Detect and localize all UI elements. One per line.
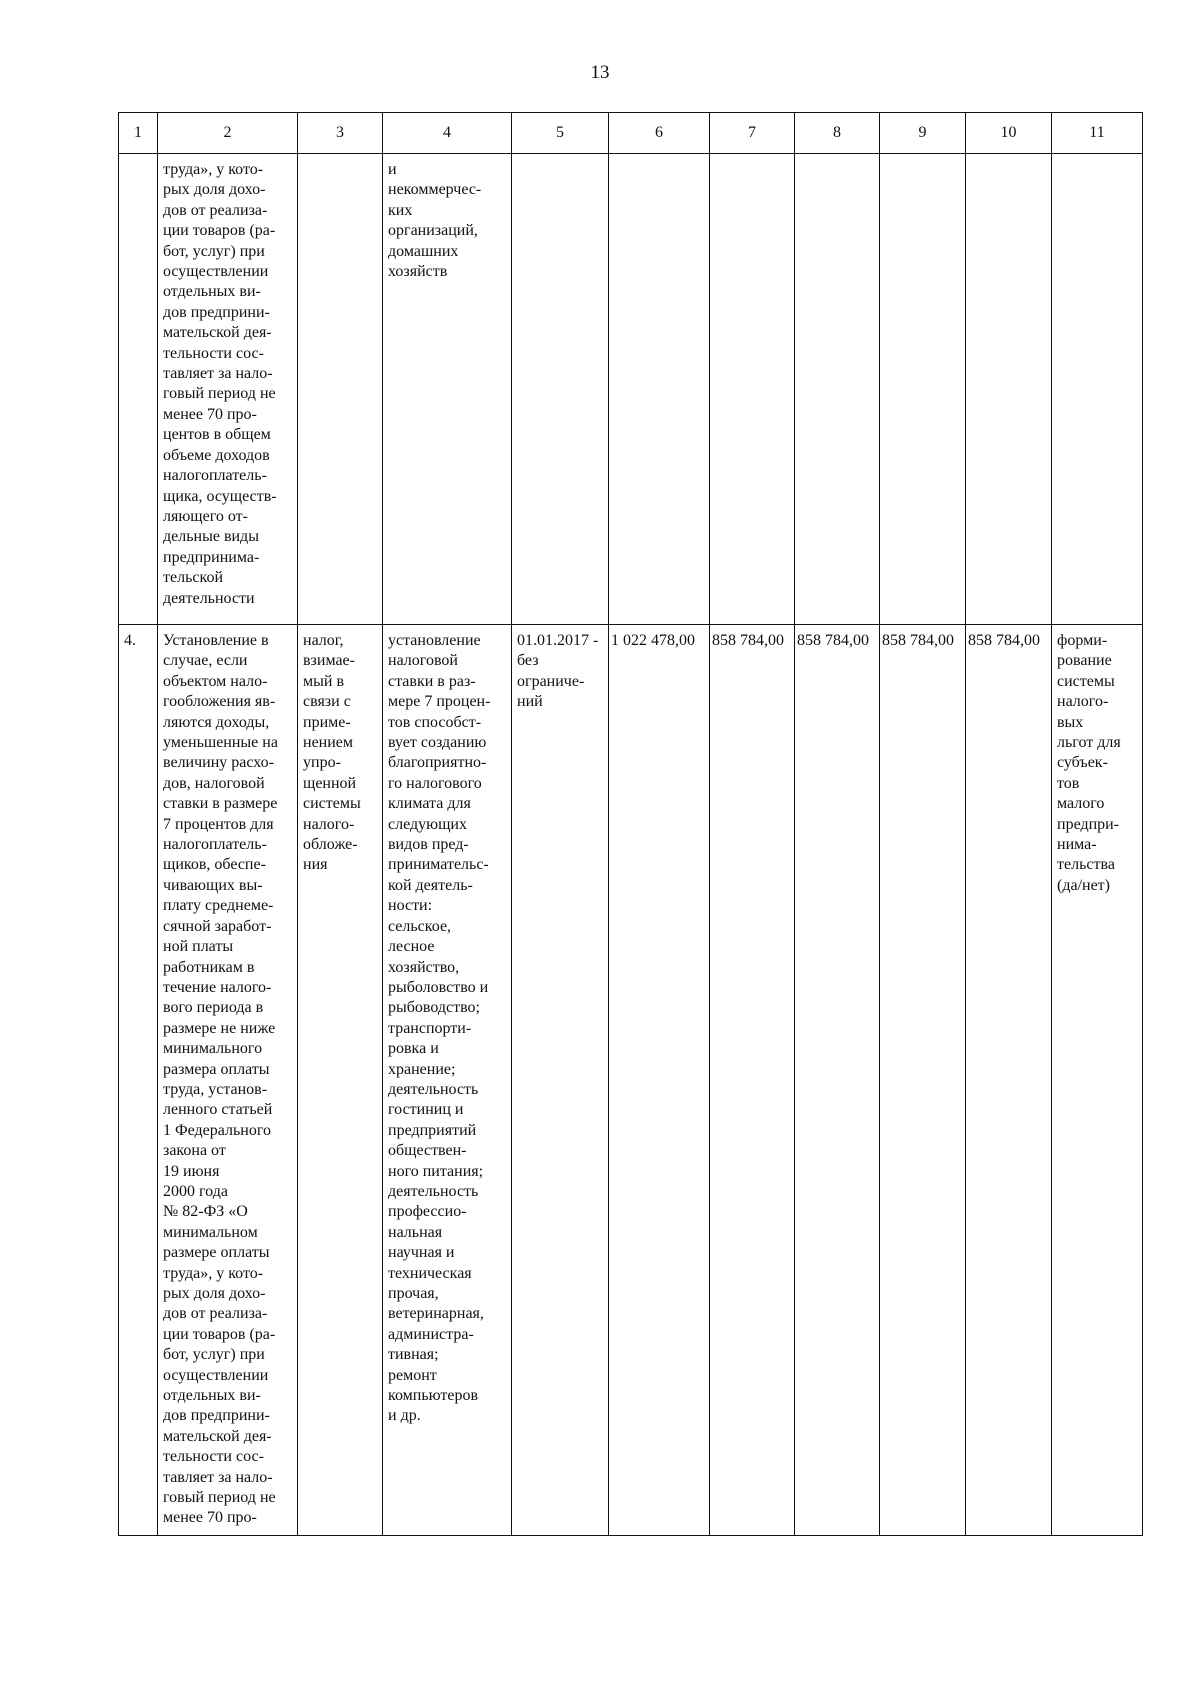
- page-number: 13: [590, 62, 610, 83]
- value-cell: [795, 625, 880, 1536]
- text-line: хозяйство,: [388, 958, 460, 976]
- text-line: принимательс-: [388, 856, 489, 874]
- row-number-cell: [119, 625, 158, 1536]
- text-line: отдельных ви-: [163, 1387, 261, 1405]
- text-line: гообложения яв-: [163, 693, 276, 711]
- text-line: налого-: [303, 815, 355, 833]
- text-line: труда, установ-: [163, 1080, 268, 1098]
- text-line: менее 70 про-: [163, 1509, 257, 1527]
- text-line: лесное: [388, 938, 435, 956]
- text-line: минимального: [163, 1040, 263, 1058]
- text-line: менее 70 про-: [163, 405, 257, 423]
- value-2019: 858 784,00: [797, 632, 869, 649]
- text-line: мый в: [303, 672, 344, 690]
- text-line: 7 процентов для: [163, 815, 274, 833]
- value-cell: [710, 154, 795, 625]
- value-cell: [710, 625, 795, 1536]
- row-number: 4.: [124, 632, 136, 649]
- tax-benefits-table: [118, 112, 1143, 1536]
- value-cell: [609, 154, 710, 625]
- text-line: малого: [1057, 795, 1105, 813]
- text-line: рых доля дохо-: [163, 1285, 266, 1302]
- column-header: 4: [383, 113, 512, 154]
- column-header: 1: [119, 113, 158, 154]
- text-line: дов от реализа-: [163, 1305, 268, 1323]
- text-line: налого-: [1057, 693, 1109, 711]
- text-line: связи с: [303, 693, 351, 711]
- text-line: ции товаров (ра-: [163, 1325, 276, 1343]
- text-line: дов от реализа-: [163, 201, 268, 219]
- row-number-cell: [119, 154, 158, 625]
- text-line: благоприятно-: [388, 754, 487, 772]
- column-header: 10: [966, 113, 1052, 154]
- text-line: деятельности: [163, 589, 255, 607]
- text-lines: [158, 625, 297, 1529]
- text-line: уменьшенные на: [163, 734, 278, 752]
- text-line: вого периода в: [163, 999, 264, 1017]
- text-line: ветеринарная,: [388, 1305, 484, 1323]
- text-lines: [383, 625, 511, 1427]
- text-line: закона от: [163, 1142, 226, 1160]
- text-line: труда», у кото-: [163, 1264, 264, 1282]
- text-line: компьютеров: [388, 1387, 479, 1405]
- text-line: хранение;: [388, 1060, 456, 1078]
- text-line: Установление в: [163, 632, 269, 649]
- text-line: щиков, обеспе-: [163, 856, 266, 874]
- text-line: ограниче-: [517, 672, 585, 690]
- text-line: деятельность: [388, 1080, 479, 1098]
- column-header: 6: [609, 113, 710, 154]
- column-header: 5: [512, 113, 609, 154]
- text-line: случае, если: [163, 652, 248, 670]
- value-cell: [795, 154, 880, 625]
- text-line: ставки в размере: [163, 795, 278, 813]
- text-line: прочая,: [388, 1285, 439, 1302]
- period-cell: [512, 154, 609, 625]
- text-lines: [512, 625, 608, 713]
- text-line: научная и: [388, 1244, 455, 1262]
- text-line: следующих: [388, 815, 467, 833]
- text-line: транспорти-: [388, 1019, 472, 1037]
- text-line: тов способст-: [388, 713, 482, 731]
- text-line: говый период не: [163, 385, 276, 403]
- text-line: упро-: [303, 754, 341, 772]
- column-header: 11: [1052, 113, 1143, 154]
- text-line: рование: [1057, 652, 1112, 670]
- text-lines: [158, 154, 297, 609]
- text-line: налогоплатель-: [163, 836, 267, 854]
- value-2017: 1 022 478,00: [611, 632, 695, 649]
- text-line: ного питания;: [388, 1162, 484, 1180]
- text-line: нальная: [388, 1223, 443, 1241]
- text-line: мере 7 процен-: [388, 693, 491, 711]
- text-line: и др.: [388, 1407, 421, 1425]
- text-line: ляющего от-: [163, 507, 248, 525]
- text-line: обществен-: [388, 1142, 467, 1160]
- text-line: чивающих вы-: [163, 876, 263, 894]
- text-line: хозяйств: [388, 263, 448, 281]
- text-line: вых: [1057, 713, 1084, 731]
- text-line: тельности сос-: [163, 1448, 264, 1466]
- text-line: сячной заработ-: [163, 917, 272, 935]
- text-lines: [298, 625, 382, 876]
- text-line: отдельных ви-: [163, 283, 261, 301]
- text-line: и: [388, 161, 397, 178]
- text-line: ровка и: [388, 1040, 439, 1058]
- text-line: тельской: [163, 569, 223, 587]
- text-line: профессио-: [388, 1203, 467, 1221]
- benefit-description-cell: [158, 154, 298, 625]
- value-2020: 858 784,00: [882, 632, 954, 649]
- value-cell: [609, 625, 710, 1536]
- text-line: сельское,: [388, 917, 452, 935]
- text-line: предпри-: [1057, 815, 1120, 833]
- text-line: 19 июня: [163, 1162, 220, 1180]
- text-line: налоговой: [388, 652, 458, 670]
- text-line: размере оплаты: [163, 1244, 270, 1262]
- text-line: системы: [303, 795, 361, 813]
- column-header: 3: [298, 113, 383, 154]
- text-line: осуществлении: [163, 1366, 269, 1384]
- purpose-cell: [383, 154, 512, 625]
- text-line: без: [517, 652, 539, 670]
- value-2021: 858 784,00: [968, 632, 1040, 649]
- text-line: тельности сос-: [163, 344, 264, 362]
- text-line: предприятий: [388, 1121, 477, 1139]
- text-line: администра-: [388, 1325, 474, 1343]
- text-line: деятельность: [388, 1182, 479, 1200]
- text-line: щика, осуществ-: [163, 487, 277, 505]
- text-line: взимае-: [303, 652, 355, 670]
- period-cell: [512, 625, 609, 1536]
- text-line: видов пред-: [388, 836, 469, 854]
- text-line: ции товаров (ра-: [163, 222, 276, 240]
- text-line: объектом нало-: [163, 672, 268, 690]
- text-line: нима-: [1057, 836, 1097, 854]
- text-line: тов: [1057, 774, 1080, 792]
- value-2018: 858 784,00: [712, 632, 784, 649]
- value-cell: [880, 625, 966, 1536]
- text-line: течение налого-: [163, 978, 272, 996]
- text-lines: [1052, 625, 1142, 896]
- text-line: дов предприни-: [163, 1407, 270, 1425]
- text-line: техническая: [388, 1264, 472, 1282]
- text-line: 2000 года: [163, 1182, 228, 1200]
- text-line: тивная;: [388, 1346, 439, 1364]
- text-line: бот, услуг) при: [163, 242, 265, 260]
- column-header: 8: [795, 113, 880, 154]
- text-line: приме-: [303, 713, 351, 731]
- text-line: вует созданию: [388, 734, 487, 752]
- text-line: ставки в раз-: [388, 672, 476, 690]
- text-line: (да/нет): [1057, 876, 1110, 894]
- text-line: кой деятель-: [388, 876, 473, 894]
- text-line: мательской дея-: [163, 1427, 272, 1445]
- text-line: плату среднеме-: [163, 897, 274, 915]
- column-header: 9: [880, 113, 966, 154]
- text-line: ной платы: [163, 938, 234, 956]
- text-line: организаций,: [388, 222, 478, 240]
- text-line: ний: [517, 693, 543, 711]
- text-line: осуществлении: [163, 263, 269, 281]
- column-header: 7: [710, 113, 795, 154]
- text-line: климата для: [388, 795, 471, 813]
- text-line: говый период не: [163, 1489, 276, 1507]
- text-line: форми-: [1057, 632, 1108, 649]
- continuation-row: [119, 154, 1143, 625]
- text-line: 1 Федерального: [163, 1121, 272, 1139]
- text-line: размера оплаты: [163, 1060, 270, 1078]
- text-line: субъек-: [1057, 754, 1108, 772]
- text-line: 01.01.2017 -: [517, 632, 599, 649]
- text-line: предпринима-: [163, 548, 260, 566]
- text-line: обложе-: [303, 836, 358, 854]
- text-line: рыбоводство;: [388, 999, 480, 1017]
- text-line: ремонт: [388, 1366, 437, 1384]
- text-line: установление: [388, 632, 481, 649]
- text-line: тавляет за нало-: [163, 1468, 273, 1486]
- text-line: ния: [303, 856, 328, 874]
- column-header: 2: [158, 113, 298, 154]
- value-cell: [880, 154, 966, 625]
- benefit-description-cell: [158, 625, 298, 1536]
- text-line: тельства: [1057, 856, 1115, 874]
- text-line: рых доля дохо-: [163, 181, 266, 199]
- text-line: работникам в: [163, 958, 255, 976]
- goal-cell: [1052, 154, 1143, 625]
- tax-type-cell: [298, 154, 383, 625]
- text-line: рыболовство и: [388, 978, 489, 996]
- text-line: дов, налоговой: [163, 774, 265, 792]
- text-line: дельные виды: [163, 528, 259, 546]
- text-line: величину расхо-: [163, 754, 274, 772]
- value-cell: [966, 154, 1052, 625]
- text-line: льгот для: [1057, 734, 1121, 752]
- goal-cell: [1052, 625, 1143, 1536]
- column-number-row: [119, 113, 1143, 154]
- value-cell: [966, 625, 1052, 1536]
- text-line: щенной: [303, 774, 357, 792]
- text-line: объеме доходов: [163, 446, 270, 464]
- text-line: ких: [388, 201, 413, 219]
- text-line: № 82-ФЗ «О: [163, 1203, 248, 1221]
- text-line: тавляет за нало-: [163, 365, 273, 383]
- text-line: некоммерчес-: [388, 181, 482, 199]
- text-line: системы: [1057, 672, 1115, 690]
- text-line: ности:: [388, 897, 433, 915]
- tax-type-cell: [298, 625, 383, 1536]
- text-line: ленного статьей: [163, 1101, 273, 1119]
- text-line: нением: [303, 734, 354, 752]
- text-line: труда», у кото-: [163, 161, 264, 178]
- text-line: центов в общем: [163, 426, 271, 444]
- purpose-cell: [383, 625, 512, 1536]
- text-line: налогоплатель-: [163, 467, 267, 485]
- text-line: бот, услуг) при: [163, 1346, 265, 1364]
- text-line: налог,: [303, 632, 344, 649]
- text-line: ляются доходы,: [163, 713, 270, 731]
- text-line: дов предприни-: [163, 303, 270, 321]
- text-line: домашних: [388, 242, 459, 260]
- text-line: го налогового: [388, 774, 482, 792]
- text-lines: [383, 154, 511, 282]
- text-line: гостиниц и: [388, 1101, 464, 1119]
- text-line: минимальном: [163, 1223, 258, 1241]
- text-line: размере не ниже: [163, 1019, 276, 1037]
- text-line: мательской дея-: [163, 324, 272, 342]
- table-row: [119, 625, 1143, 1536]
